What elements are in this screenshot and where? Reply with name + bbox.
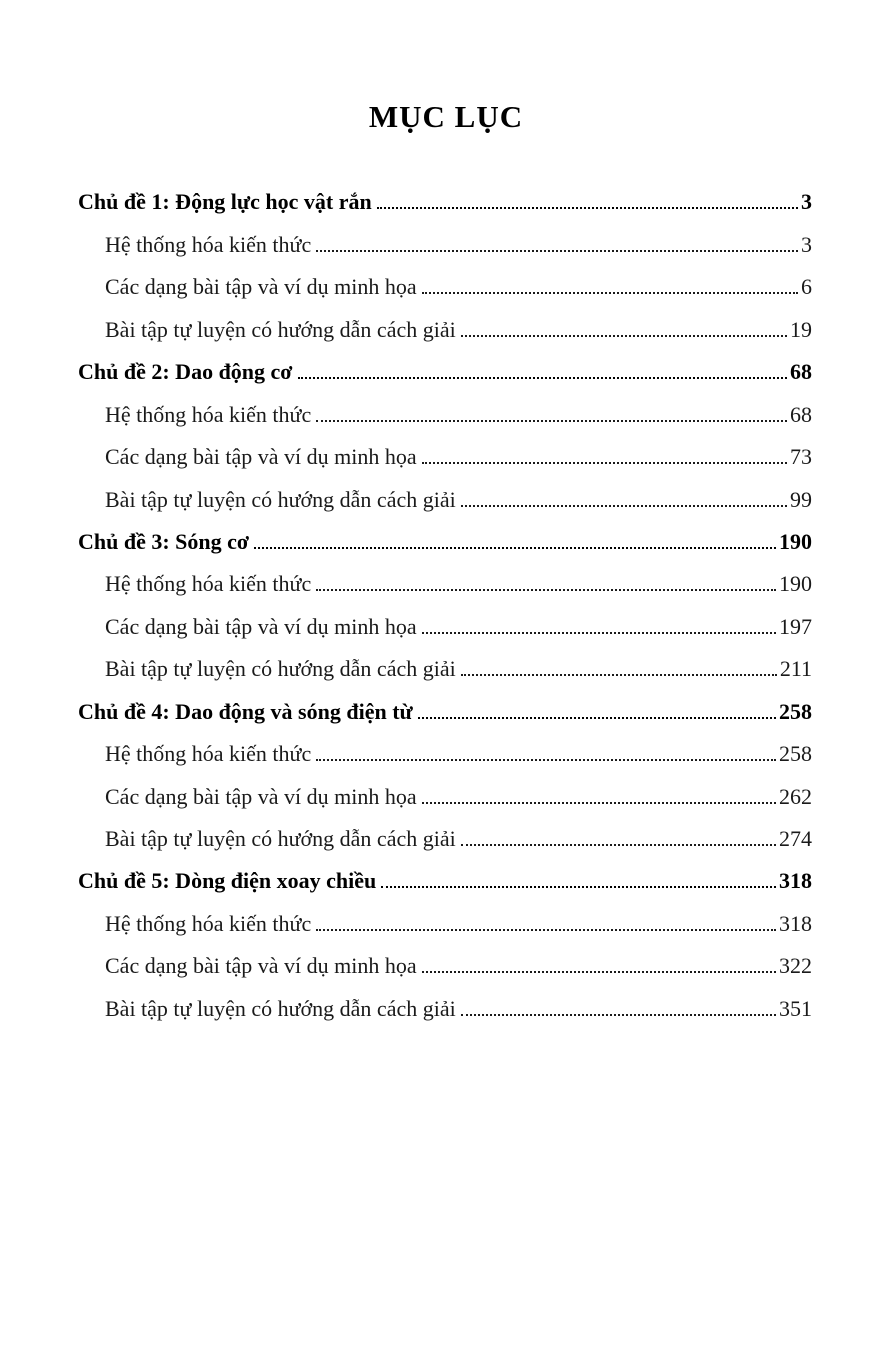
dot-leader (298, 377, 788, 379)
toc-chapter-row (78, 518, 812, 560)
toc-entry-label: Hệ thống hóa kiến thức (105, 231, 312, 257)
toc-item-row (78, 220, 812, 262)
toc-entry-label: Bài tập tự luyện có hướng dẫn cách giải (105, 486, 456, 512)
page-title: MỤC LỤC (368, 99, 524, 134)
toc-entry-page-number: 318 (779, 868, 812, 894)
toc-entry-page-number: 197 (779, 613, 812, 639)
toc-entry-page-number: 68 (790, 359, 812, 385)
toc-entry-page-number: 190 (779, 528, 812, 554)
toc-entry-label: Hệ thống hóa kiến thức (105, 571, 312, 597)
toc-entry-label: Chủ đề 1: Động lực học vật rắn (78, 189, 372, 215)
toc-entry-page-number: 351 (779, 995, 812, 1021)
toc-item-row (78, 984, 812, 1026)
dot-leader (316, 589, 776, 591)
dot-leader (422, 632, 776, 634)
toc-item-row (78, 433, 812, 475)
toc-chapter-row (78, 857, 812, 899)
toc-chapter-row (78, 348, 812, 390)
toc-entry-label: Các dạng bài tập và ví dụ minh họa (105, 953, 417, 979)
toc-chapter-row (78, 178, 812, 220)
dot-leader (381, 886, 776, 888)
toc-item-row (78, 942, 812, 984)
dot-leader (422, 462, 787, 464)
toc-entry-label: Các dạng bài tập và ví dụ minh họa (105, 613, 417, 639)
dot-leader (316, 929, 776, 931)
dot-leader (316, 759, 776, 761)
dot-leader (316, 250, 798, 252)
dot-leader (422, 802, 776, 804)
toc-entry-page-number: 274 (779, 826, 812, 851)
toc-entry-page-number: 19 (790, 316, 812, 342)
toc-item-row (78, 390, 812, 432)
toc-entry-label: Hệ thống hóa kiến thức (105, 741, 312, 767)
toc-entry-label: Hệ thống hóa kiến thức (105, 910, 312, 936)
toc-entry-label: Các dạng bài tập và ví dụ minh họa (105, 444, 417, 470)
toc-entry-page-number: 258 (779, 698, 812, 724)
toc-entry-label: Chủ đề 3: Sóng cơ (78, 528, 250, 554)
dot-leader (418, 717, 776, 719)
toc-list (0, 178, 892, 1027)
toc-item-row (78, 560, 812, 602)
toc-entry-label: Hệ thống hóa kiến thức (105, 401, 312, 427)
toc-entry-page-number: 190 (779, 571, 812, 597)
toc-item-row (78, 602, 812, 644)
toc-item-row (78, 730, 812, 772)
dot-leader (461, 505, 787, 507)
dot-leader (461, 335, 787, 337)
toc-entry-label: Bài tập tự luyện có hướng dẫn cách giải (105, 656, 456, 682)
toc-item-row (78, 475, 812, 517)
dot-leader (461, 674, 777, 676)
toc-entry-label: Bài tập tự luyện có hướng dẫn cách giải (105, 316, 456, 342)
dot-leader (461, 1014, 776, 1016)
toc-item-row (78, 772, 812, 814)
toc-entry-page-number: 262 (779, 783, 812, 809)
toc-entry-label: Các dạng bài tập và ví dụ minh họa (105, 274, 417, 300)
toc-entry-page-number: 322 (779, 953, 812, 979)
toc-entry-page-number: 258 (779, 741, 812, 767)
toc-entry-label: Bài tập tự luyện có hướng dẫn cách giải (105, 826, 456, 851)
toc-entry-label: Chủ đề 4: Dao động và sóng điện từ (78, 698, 413, 724)
dot-leader (316, 420, 787, 422)
toc-item-row (78, 899, 812, 941)
toc-entry-page-number: 68 (790, 401, 812, 427)
toc-item-row (78, 263, 812, 305)
toc-entry-page-number: 99 (790, 486, 812, 512)
toc-item-row (78, 815, 812, 857)
dot-leader (422, 971, 776, 973)
toc-entry-page-number: 3 (801, 189, 812, 215)
dot-leader (254, 547, 776, 549)
toc-item-row (78, 305, 812, 347)
dot-leader (377, 207, 798, 209)
toc-chapter-row (78, 687, 812, 729)
toc-entry-page-number: 73 (790, 444, 812, 470)
toc-entry-label: Chủ đề 5: Dòng điện xoay chiều (78, 868, 377, 894)
dot-leader (422, 292, 798, 294)
toc-entry-label: Bài tập tự luyện có hướng dẫn cách giải (105, 995, 456, 1021)
toc-entry-label: Chủ đề 2: Dao động cơ (78, 359, 293, 385)
toc-entry-page-number: 6 (801, 274, 812, 300)
dot-leader (461, 844, 776, 846)
toc-item-row (78, 645, 812, 687)
toc-entry-page-number: 3 (801, 231, 812, 257)
toc-entry-label: Các dạng bài tập và ví dụ minh họa (105, 783, 417, 809)
toc-entry-page-number: 318 (779, 910, 812, 936)
toc-entry-page-number: 211 (779, 656, 812, 682)
